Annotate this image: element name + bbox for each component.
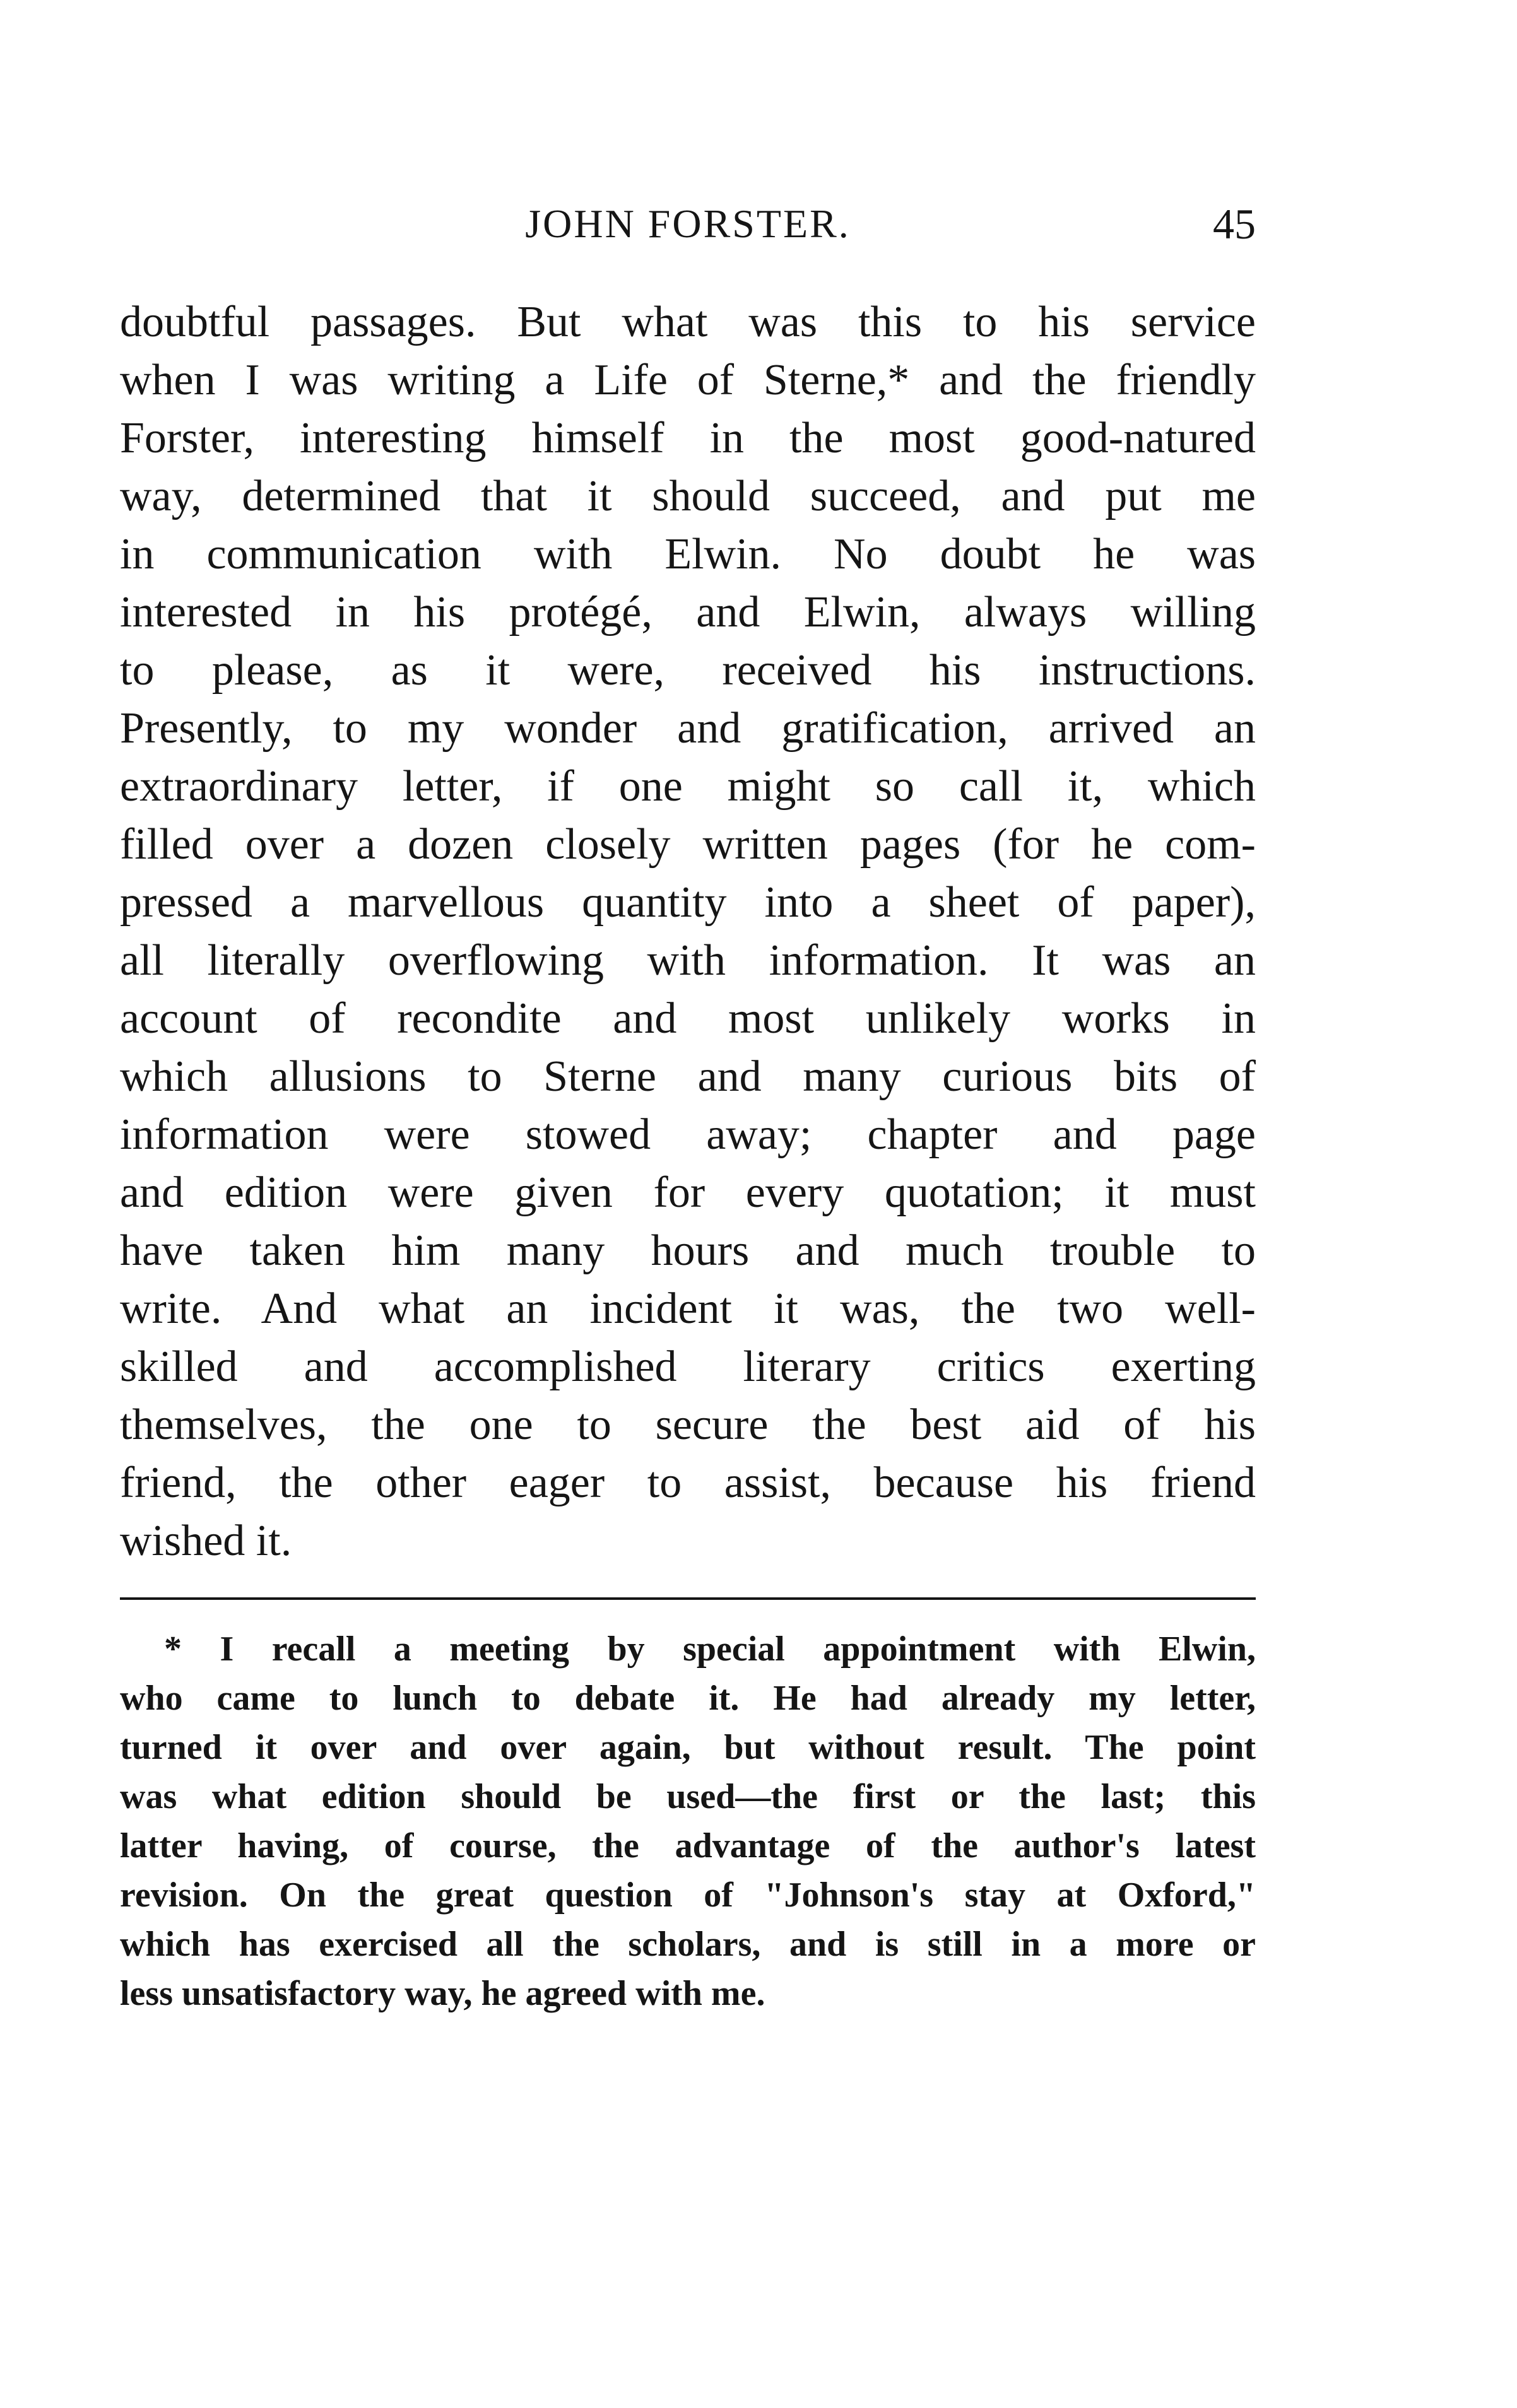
body-line: information were stowed away; chapter and page	[120, 1110, 1256, 1159]
body-line: friend, the other eager to assist, because his friend	[120, 1459, 1256, 1507]
running-head: JOHN FORSTER.	[525, 201, 851, 246]
body-line: Presently, to my wonder and gratification, arrived an	[120, 704, 1256, 753]
footnote	[120, 1624, 1256, 2018]
body-line: pressed a marvellous quantity into a sheet of paper),	[120, 878, 1256, 927]
body-line: to please, as it were, received his instructions.	[120, 646, 1256, 695]
body-line: skilled and accomplished literary critics exerting	[120, 1342, 1256, 1391]
body-line: themselves, the one to secure the best aid of his	[120, 1401, 1256, 1449]
body-text	[120, 293, 1256, 1570]
footnote-line: was what edition should be used—the first or the last; this	[120, 1777, 1256, 1816]
footnote-line: which has exercised all the scholars, and is still in a more or	[120, 1925, 1256, 1964]
footnote-line: revision. On the great question of "Johnson's stay at Oxford,"	[120, 1876, 1256, 1915]
footnote-line: who came to lunch to debate it. He had already my letter,	[120, 1679, 1256, 1718]
body-line: extraordinary letter, if one might so call it, which	[120, 762, 1256, 811]
body-line: account of recondite and most unlikely works in	[120, 994, 1256, 1043]
body-line: write. And what an incident it was, the two well-	[120, 1284, 1256, 1333]
body-line: wished it.	[120, 1517, 292, 1565]
footnote-divider	[120, 1597, 1256, 1600]
body-line: filled over a dozen closely written pages (for he com-	[120, 820, 1256, 869]
page-number: 45	[1213, 200, 1256, 248]
body-line: and edition were given for every quotation; it must	[120, 1168, 1256, 1217]
body-line: doubtful passages. But what was this to his service	[120, 298, 1256, 346]
body-line: way, determined that it should succeed, and put me	[120, 472, 1256, 520]
body-line: when I was writing a Life of Sterne,* and the friendly	[120, 356, 1256, 404]
footnote-line: less unsatisfactory way, he agreed with me.	[120, 1974, 765, 2013]
body-line: interested in his protégé, and Elwin, always willing	[120, 588, 1256, 637]
body-line: which allusions to Sterne and many curious bits of	[120, 1052, 1256, 1101]
footnote-line: turned it over and over again, but without result. The point	[120, 1728, 1256, 1767]
body-line: all literally overflowing with information. It was an	[120, 936, 1256, 985]
page-header	[120, 196, 1256, 252]
body-line: Forster, interesting himself in the most good-natured	[120, 414, 1256, 462]
footnote-line: * I recall a meeting by special appointment with Elwin,	[164, 1630, 1256, 1669]
footnote-line: latter having, of course, the advantage of the author's latest	[120, 1826, 1256, 1865]
body-line: have taken him many hours and much trouble to	[120, 1226, 1256, 1275]
body-line: in communication with Elwin. No doubt he was	[120, 530, 1256, 579]
